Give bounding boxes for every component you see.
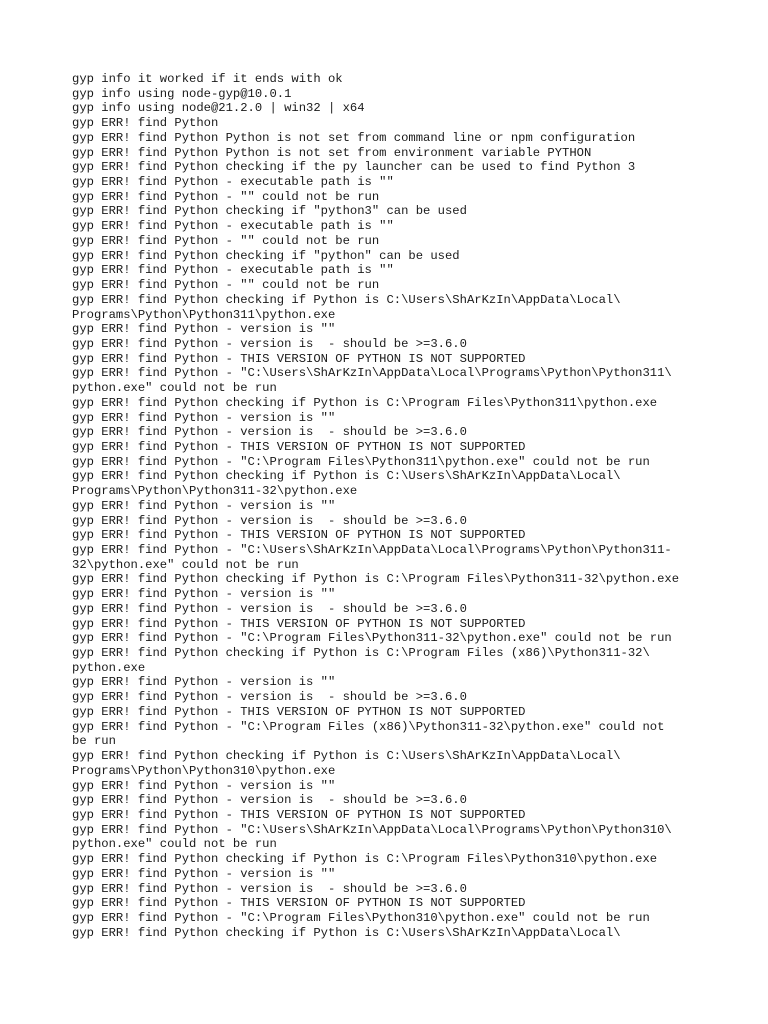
log-line: gyp ERR! find Python - THIS VERSION OF PYTHON IS NOT SUPPORTED	[72, 528, 526, 543]
log-line: gyp ERR! find Python - "C:\Program Files\Python311\python.exe" could not be run	[72, 454, 650, 469]
log-line: gyp info using node-gyp@10.0.1	[72, 86, 292, 101]
log-line: gyp ERR! find Python - "" could not be run	[72, 189, 380, 204]
log-line: gyp ERR! find Python - version is - should be >=3.6.0	[72, 690, 467, 705]
log-line: gyp ERR! find Python - "C:\Program Files\Python310\python.exe" could not be run	[72, 910, 650, 925]
log-line: gyp ERR! find Python - version is ""	[72, 498, 336, 513]
log-line: gyp ERR! find Python - version is ""	[72, 322, 336, 337]
log-line: gyp ERR! find Python - "C:\Users\ShArKzIn\AppData\Local\Programs\Python\Python310\	[72, 822, 672, 837]
log-line: gyp info using node@21.2.0 | win32 | x64	[72, 101, 365, 116]
log-line: gyp ERR! find Python checking if "python" can be used	[72, 248, 460, 263]
log-line: gyp ERR! find Python - "C:\Users\ShArKzIn\AppData\Local\Programs\Python\Python311-	[72, 543, 672, 557]
log-line: be run	[72, 734, 116, 749]
log-body	[72, 72, 712, 940]
log-line: gyp ERR! find Python - "" could not be run	[72, 233, 380, 248]
log-line: gyp ERR! find Python - THIS VERSION OF PYTHON IS NOT SUPPORTED	[72, 704, 526, 719]
log-line: gyp ERR! find Python checking if the py launcher can be used to find Python 3	[72, 160, 636, 175]
log-line: gyp ERR! find Python - version is - should be >=3.6.0	[72, 513, 467, 528]
log-line: python.exe" could not be run	[72, 837, 277, 852]
log-line: gyp ERR! find Python - version is - should be >=3.6.0	[72, 793, 467, 808]
log-line: gyp ERR! find Python - executable path is ""	[72, 263, 394, 278]
log-line: gyp ERR! find Python	[72, 116, 219, 131]
log-line: gyp ERR! find Python - executable path is ""	[72, 175, 394, 190]
log-line: Programs\Python\Python311-32\python.exe	[72, 484, 358, 499]
log-line: gyp ERR! find Python checking if Python is C:\Program Files\Python311-32\python.exe	[72, 572, 680, 587]
log-line: gyp info it worked if it ends with ok	[72, 72, 343, 86]
log-line: Programs\Python\Python311\python.exe	[72, 307, 336, 322]
log-line: gyp ERR! find Python checking if Python is C:\Users\ShArKzIn\AppData\Local\	[72, 292, 621, 307]
log-line: python.exe	[72, 660, 146, 675]
log-line: gyp ERR! find Python - executable path is ""	[72, 219, 394, 234]
log-line: gyp ERR! find Python - version is ""	[72, 587, 336, 602]
log-line: gyp ERR! find Python Python is not set from command line or npm configuration	[72, 130, 636, 145]
log-line: gyp ERR! find Python - THIS VERSION OF PYTHON IS NOT SUPPORTED	[72, 807, 526, 822]
log-line: gyp ERR! find Python checking if Python is C:\Users\ShArKzIn\AppData\Local\	[72, 925, 621, 940]
log-line: Programs\Python\Python310\python.exe	[72, 763, 336, 778]
log-line: gyp ERR! find Python - version is ""	[72, 866, 336, 881]
log-line: gyp ERR! find Python - version is ""	[72, 675, 336, 690]
log-line: gyp ERR! find Python - THIS VERSION OF PYTHON IS NOT SUPPORTED	[72, 896, 526, 911]
log-line: gyp ERR! find Python - "C:\Users\ShArKzIn\AppData\Local\Programs\Python\Python311\	[72, 366, 672, 381]
log-line: gyp ERR! find Python - "C:\Program Files (x86)\Python311-32\python.exe" could not	[72, 719, 665, 734]
log-line: gyp ERR! find Python Python is not set from environment variable PYTHON	[72, 145, 592, 160]
log-line: gyp ERR! find Python checking if Python is C:\Users\ShArKzIn\AppData\Local\	[72, 469, 621, 484]
log-line: gyp ERR! find Python - "" could not be run	[72, 278, 380, 293]
log-line: gyp ERR! find Python - "C:\Program Files\Python311-32\python.exe" could not be run	[72, 631, 672, 646]
log-line: gyp ERR! find Python - version is - should be >=3.6.0	[72, 881, 467, 896]
log-line: gyp ERR! find Python - THIS VERSION OF PYTHON IS NOT SUPPORTED	[72, 439, 526, 454]
log-line: gyp ERR! find Python checking if Python is C:\Program Files (x86)\Python311-32\	[72, 646, 650, 661]
log-line: python.exe" could not be run	[72, 381, 277, 396]
log-page	[72, 72, 712, 940]
log-line: gyp ERR! find Python checking if Python is C:\Users\ShArKzIn\AppData\Local\	[72, 749, 621, 764]
log-line: gyp ERR! find Python - THIS VERSION OF PYTHON IS NOT SUPPORTED	[72, 616, 526, 631]
log-line: gyp ERR! find Python - version is ""	[72, 778, 336, 793]
log-line: gyp ERR! find Python checking if Python is C:\Program Files\Python310\python.exe	[72, 852, 658, 867]
log-line: gyp ERR! find Python - THIS VERSION OF PYTHON IS NOT SUPPORTED	[72, 351, 526, 366]
log-line: gyp ERR! find Python - version is - should be >=3.6.0	[72, 425, 467, 440]
log-line: gyp ERR! find Python checking if "python3" can be used	[72, 204, 467, 219]
log-line: gyp ERR! find Python - version is - should be >=3.6.0	[72, 601, 467, 616]
log-line: gyp ERR! find Python - version is - should be >=3.6.0	[72, 336, 467, 351]
log-line: 32\python.exe" could not be run	[72, 557, 299, 572]
log-line: gyp ERR! find Python - version is ""	[72, 410, 336, 425]
log-line: gyp ERR! find Python checking if Python is C:\Program Files\Python311\python.exe	[72, 395, 658, 410]
